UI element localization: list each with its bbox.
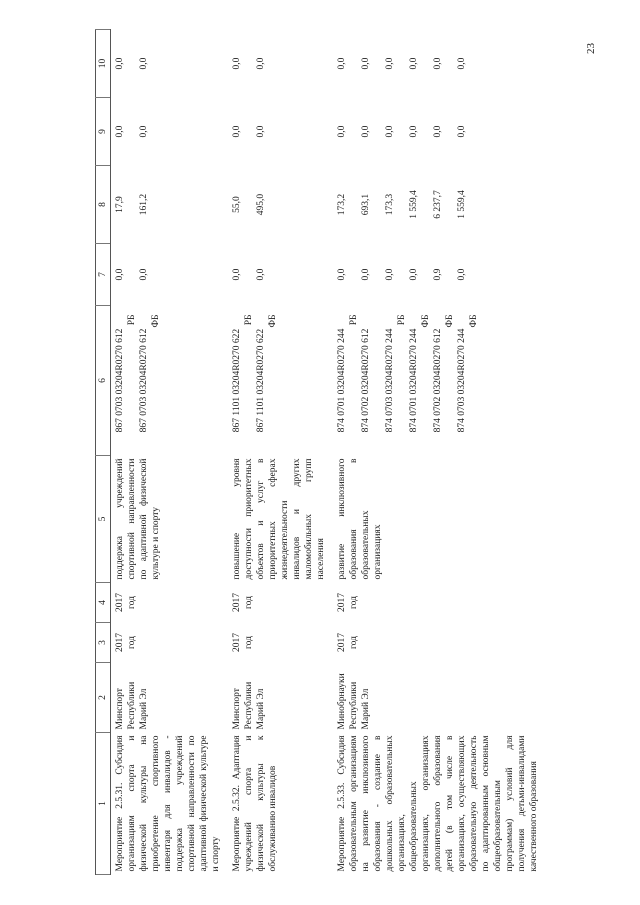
budget-code: 874 0703 03204R0270 244 [385,328,395,433]
expected-result: развитие инклюзивного образования в образовательных организациях [337,458,383,580]
value-col-9 [111,98,229,166]
fund-source: ФБ [445,314,455,328]
page-number: 23 [585,43,597,54]
value: 17,9 [115,196,125,213]
value: 0,0 [409,125,419,138]
measures-table [95,29,546,875]
value: 1 559,4 [409,190,419,219]
header-col-5: 5 [96,456,111,583]
value: 0,0 [457,57,467,70]
end-year: 2017 год [115,593,137,612]
fund-source: РБ [127,314,137,326]
header-col-9: 9 [96,98,111,166]
value: 0,0 [115,57,125,70]
value: 0,0 [361,268,371,281]
end-year: 2017 год [337,593,359,612]
budget-codes [228,306,333,456]
executor: Минспорт Республики Марий Эл [115,681,149,730]
value-col-10 [111,30,229,98]
measure-title: Мероприятие 2.5.33. Субсидия образовательным организациям на развитие инклюзивного образования - создание в дошкольных образовательных организациях, общеобразовательных организациях, организациях дополнительного образования детей (в том числе в организациях, осуществляющих образовательную деятельность по адаптированным основным общеобразовательным программам) условий для получения детьми-инвалидами качественного образования [337,735,539,872]
budget-code: 867 1101 03204R0270 622 [256,328,266,433]
fund-source: ФБ [469,314,479,328]
value: 0,0 [361,57,371,70]
fund-source: ФБ [151,314,161,328]
budget-code: 874 0701 03204R0270 244 [409,328,419,433]
table-row [333,30,546,875]
value: 55,0 [232,196,242,213]
value: 0,0 [337,57,347,70]
header-col-2: 2 [96,663,111,733]
value: 1 559,4 [457,190,467,219]
budget-code: 867 1101 03204R0270 622 [232,328,242,433]
expected-result: повышение уровня доступности приоритетных объектов и услуг в приоритетных сферах жизнедеятельности инвалидов и других маломобильных групп населения [232,458,326,580]
start-year: 2017 год [337,633,359,652]
fund-source: РБ [349,314,359,326]
value: 6 237,7 [433,190,443,219]
header-col-1: 1 [96,733,111,875]
value: 0,0 [457,268,467,281]
value: 0,0 [256,125,266,138]
value: 0,0 [385,57,395,70]
value: 0,0 [457,125,467,138]
value-col-10 [228,30,333,98]
value: 0,0 [232,125,242,138]
rotated-table-wrapper [95,30,565,875]
header-col-10: 10 [96,30,111,98]
value: 0,0 [409,57,419,70]
fund-source: ФБ [421,314,431,328]
header-row [96,30,111,875]
value: 495,0 [256,193,266,216]
value-col-8 [111,166,229,244]
value: 0,0 [385,125,395,138]
budget-code: 874 0701 03204R0270 244 [337,328,347,433]
start-year: 2017 год [115,633,137,652]
budget-code: 874 0702 03204R0270 612 [433,328,443,433]
value-col-8 [333,166,546,244]
budget-code: 867 0703 03204R0270 612 [139,328,149,433]
header-col-8: 8 [96,166,111,244]
value: 173,2 [337,193,347,216]
header-col-3: 3 [96,623,111,663]
expected-result: поддержка учреждений спортивной направленности по адаптивной физической культуре и спорту [115,458,161,580]
measure-title: Мероприятие 2.5.31. Субсидия организациям спорта и физической культуры на приобретение спортивного инвентаря для инвалидов - поддержка учреждений спортивной направленности по адаптивной физической культуре и спорту [115,735,221,872]
header-col-6: 6 [96,306,111,456]
header-col-4: 4 [96,583,111,623]
budget-codes [111,306,229,456]
value: 0,0 [256,57,266,70]
fund-source [372,309,384,453]
executor: Минобрнауки Республики Марий Эл [337,673,371,730]
value: 0,9 [433,268,443,281]
fund-source: РБ [397,314,407,326]
executor: Минспорт Республики Марий Эл [232,681,266,730]
value: 0,0 [337,125,347,138]
value: 693,1 [361,193,371,216]
budget-code: 874 0702 03204R0270 612 [361,328,371,433]
value-col-7 [111,244,229,306]
value: 0,0 [433,57,443,70]
fund-source: ФБ [268,314,278,328]
budget-codes [333,306,546,456]
value: 0,0 [256,268,266,281]
value-col-9 [228,98,333,166]
measure-title: Мероприятие 2.5.32. Адаптация учреждений спорта и физической культуры к обслуживанию инвалидов [232,735,278,872]
value: 161,2 [139,193,149,216]
value: 0,0 [115,125,125,138]
start-year: 2017 год [232,633,254,652]
value: 173,3 [385,193,395,216]
value: 0,0 [232,57,242,70]
table-row [228,30,333,875]
fund-source: РБ [244,314,254,326]
value-col-8 [228,166,333,244]
value: 0,0 [115,268,125,281]
budget-code: 867 0703 03204R0270 612 [115,328,125,433]
value-col-7 [333,244,546,306]
value: 0,0 [385,268,395,281]
value: 0,0 [139,125,149,138]
table-row [111,30,229,875]
value: 0,0 [361,125,371,138]
value: 0,0 [139,268,149,281]
value: 0,0 [139,57,149,70]
value-col-10 [333,30,546,98]
value: 0,0 [409,268,419,281]
value: 0,0 [232,268,242,281]
value: 0,0 [337,268,347,281]
end-year: 2017 год [232,593,254,612]
value: 0,0 [433,125,443,138]
value-col-9 [333,98,546,166]
header-col-7: 7 [96,244,111,306]
value-col-7 [228,244,333,306]
budget-code: 874 0703 03204R0270 244 [457,328,467,433]
